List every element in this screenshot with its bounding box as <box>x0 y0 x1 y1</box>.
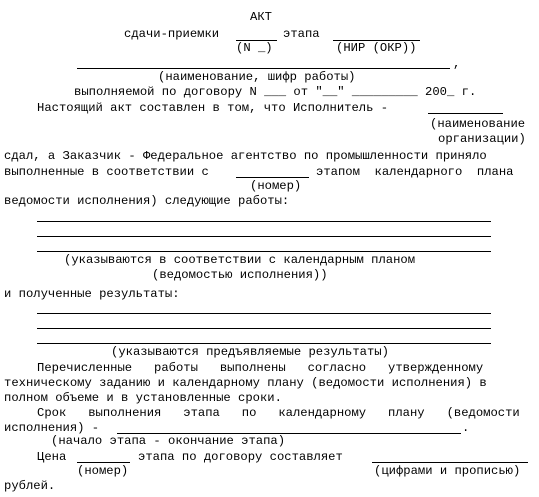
accordance-line-b: этапом календарного плана <box>316 165 514 179</box>
work-name-caption: (наименование, шифр работы) <box>158 70 356 84</box>
work-name-blank <box>77 68 450 69</box>
conformity-line-1: Перечисленные работы выполнены согласно утвержденному <box>37 361 484 375</box>
works-line-1 <box>37 221 491 222</box>
price-amount-caption: (цифрами и прописью) <box>374 464 521 478</box>
works-intro: ведомости исполнения) следующие работы: <box>4 194 290 208</box>
executor-caption-2: организации) <box>438 132 526 146</box>
document-title: АКТ <box>250 10 272 24</box>
works-line-2 <box>37 236 491 237</box>
conformity-line-2: техническому заданию и календарному плану (ведомости исполнения) в <box>4 376 487 390</box>
executor-blank <box>428 113 503 114</box>
title-subline-text: сдачи-приемки <box>124 27 220 41</box>
stage-ref-blank <box>236 177 309 178</box>
price-currency: рублей. <box>4 479 56 493</box>
results-line-2 <box>37 328 491 329</box>
price-label: Цена <box>37 450 67 464</box>
works-line-3 <box>37 251 491 252</box>
executor-line: Настоящий акт составлен в том, что Исполнитель - <box>37 101 389 115</box>
deadline-line-1: Срок выполнения этапа по календарному плану (ведомости <box>37 406 520 420</box>
stage-number-caption: (N _) <box>236 41 273 55</box>
work-name-comma: , <box>453 57 461 71</box>
deadline-line-2: исполнения) - <box>4 421 100 435</box>
price-number-caption: (номер) <box>77 464 129 478</box>
deadline-end: . <box>462 421 470 435</box>
deadline-caption: (начало этапа - окончание этапа) <box>51 434 286 448</box>
price-line-text: этапа по договору составляет <box>138 450 343 464</box>
results-line-1 <box>37 313 491 314</box>
executor-caption-1: (наименование <box>430 117 526 131</box>
contract-line: выполняемой по договору N ___ от "__" _________ 200_ г. <box>74 85 477 99</box>
results-intro: и полученные результаты: <box>4 287 180 301</box>
work-type-caption: (НИР (ОКР)) <box>336 41 417 55</box>
accordance-line-a: выполненные в соответствии с <box>4 165 209 179</box>
price-amount-blank <box>372 462 528 463</box>
price-number-blank <box>77 462 130 463</box>
results-line-3 <box>37 343 491 344</box>
conformity-line-3: полном объеме и в установленные сроки. <box>4 391 282 405</box>
works-caption-2: (ведомостью исполнения)) <box>152 268 328 282</box>
stage-ref-caption: (номер) <box>250 179 302 193</box>
customer-line: сдал, а Заказчик - Федеральное агентство по промышленности приняло <box>4 149 487 163</box>
title-subline-etapa: этапа <box>283 27 320 41</box>
results-caption: (указываются предъявляемые результаты) <box>111 345 389 359</box>
works-caption-1: (указываются в соответствии с календарным планом <box>64 253 416 267</box>
